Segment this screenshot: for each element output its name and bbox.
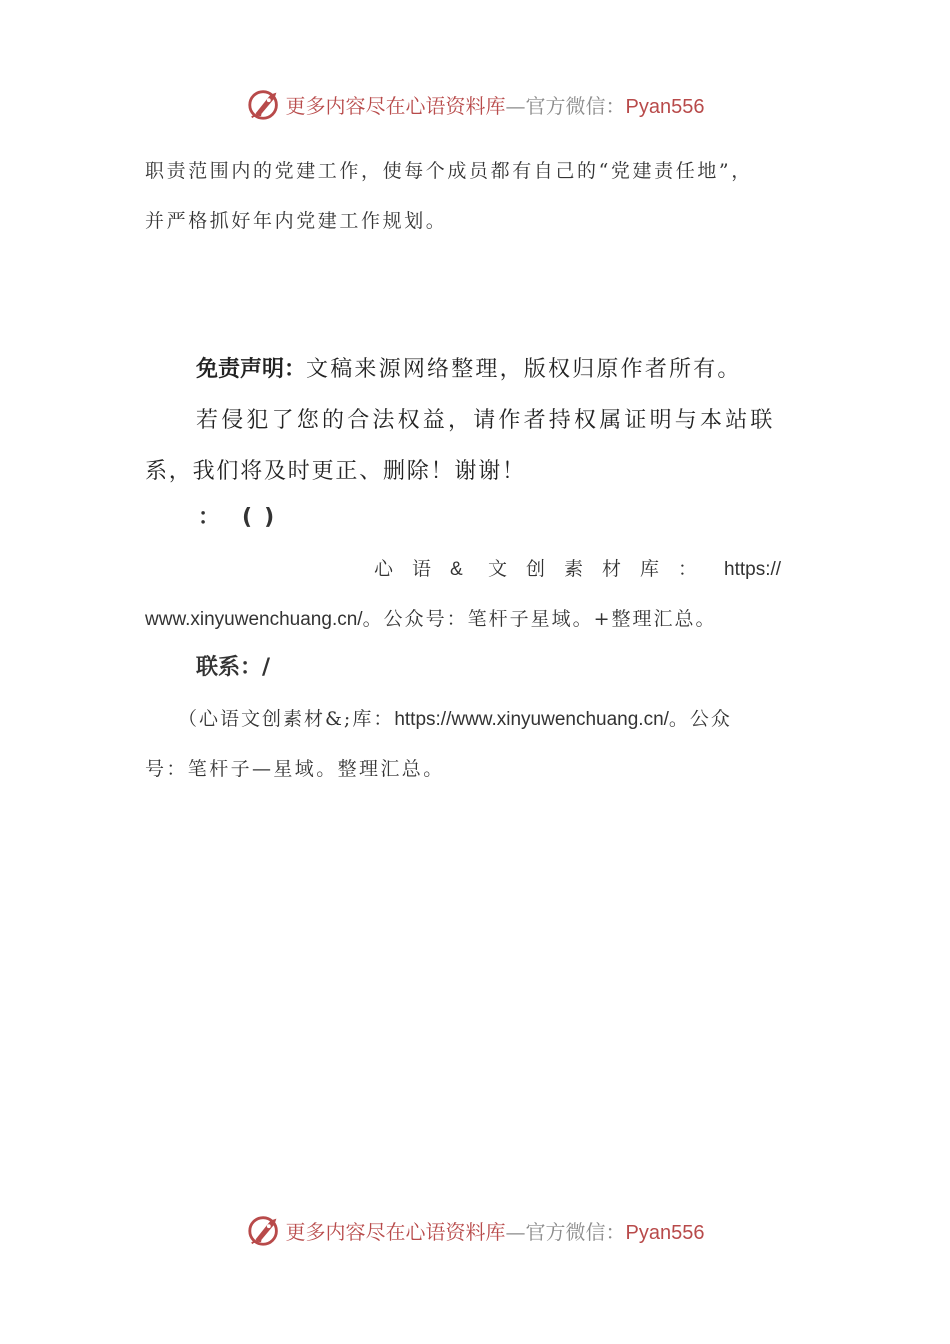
url-line-rest: 。公众号：笔杆子星域。+整理汇总。 [362, 608, 717, 630]
url-line [145, 604, 717, 631]
library-char: 素 [564, 558, 584, 580]
footer-brand-text [286, 1216, 705, 1245]
bold-parentheses-line [198, 500, 274, 531]
library-line [374, 554, 781, 581]
footer-banner [0, 1208, 950, 1252]
disclaimer-label: 免责声明： [196, 357, 307, 382]
header-banner [0, 82, 950, 126]
disclaimer-line-3: 系，我们将及时更正、删除！谢谢！ [145, 459, 526, 484]
header-brand-name: 更多内容尽在心语资料库 [285, 93, 506, 118]
pen-nib-circle-icon [246, 85, 284, 123]
footer-wechat-label: —官方微信： [505, 1219, 626, 1244]
footer-brand-name: 更多内容尽在心语资料库 [285, 1219, 506, 1244]
library-char: 材 [602, 558, 622, 580]
contact-slash: / [262, 655, 271, 680]
paren-line-end: 。公众 [668, 708, 732, 730]
url-domain-link[interactable]: www.xinyuwenchuang.cn/ [145, 609, 363, 630]
library-char: & [450, 559, 463, 580]
paren-line-url[interactable]: https://www.xinyuwenchuang.cn/ [394, 709, 669, 730]
footer-wechat-id: Pyan556 [625, 1221, 705, 1244]
disclaimer-line-2: 若侵犯了您的合法权益，请作者持权属证明与本站联 [196, 408, 776, 433]
header-brand-text [286, 90, 705, 119]
contact-line [196, 650, 270, 681]
disclaimer-text: 文稿来源网络整理，版权归原作者所有。 [306, 357, 742, 382]
header-wechat-id: Pyan556 [625, 95, 705, 118]
disclaimer-line [196, 352, 742, 383]
library-char: ： [678, 558, 698, 580]
header-wechat-label: —官方微信： [505, 93, 626, 118]
paren-line-start: （心语文创素材&;库： [178, 708, 395, 730]
library-char: 创 [526, 558, 546, 580]
library-char: 心 [374, 558, 394, 580]
paren-line [178, 704, 732, 731]
library-char: 语 [412, 558, 432, 580]
pen-nib-circle-icon [246, 1211, 284, 1249]
paragraph-line: 职责范围内的党建工作，使每个成员都有自己的“党建责任地”， [145, 160, 753, 182]
library-url-link[interactable]: https:// [724, 559, 782, 580]
library-char: 库 [640, 558, 660, 580]
bold-close-paren: ) [264, 505, 275, 530]
bold-open-paren: ( [242, 505, 253, 530]
bold-colon: ： [198, 505, 221, 530]
contact-label: 联系： [196, 655, 263, 680]
paragraph-line: 并严格抓好年内党建工作规划。 [145, 210, 448, 232]
last-line: 号：笔杆子—星域。整理汇总。 [145, 758, 445, 780]
library-char: 文 [488, 558, 508, 580]
